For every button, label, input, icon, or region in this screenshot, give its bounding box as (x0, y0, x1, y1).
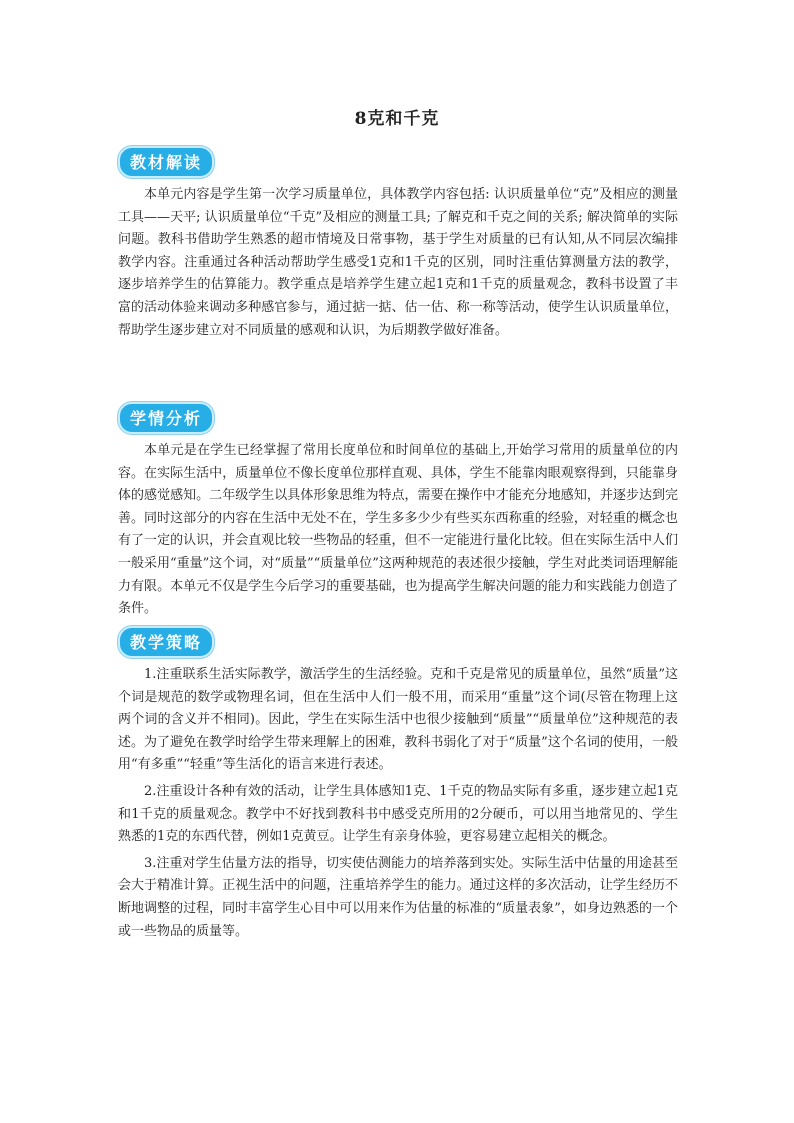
section-paragraph: 本单元是在学生已经掌握了常用长度单位和时间单位的基础上,开始学习常用的质量单位的内容。在实际生活中，质量单位不像长度单位那样直观、具体，学生不能靠肉眼观察得到，只能靠身体的感觉感知。二年级学生以具体形象思维为特点，需要在操作中才能充分地感知，并逐步达到完善。同时这部分的内容在生活中无处不在，学生多多少少有些买东西称重的经验，对轻重的概念也有了一定的认识，并会直观比较一些物品的轻重，但不一定能进行量化比较。但在实际生活中人们一般采用“重量”这个词，对“质量”“质量单位”这两种规范的表述很少接触，学生对此类词语理解能力有限。本单元不仅是学生今后学习的重要基础，也为提高学生解决问题的能力和实践能力创造了条件。 (118, 443, 678, 617)
section-paragraph: 3.注重对学生估量方法的指导，切实使估测能力的培养落到实处。实际生活中估量的用途甚至会大于精准计算。正视生活中的问题，注重培养学生的能力。通过这样的多次活动，让学生经历不断地调整的过程，同时丰富学生心目中可以用来作为估量的标准的“质量表象”，如身边熟悉的一个或一些物品的质量等。 (118, 855, 678, 939)
section-student-analysis (118, 402, 678, 621)
section-paragraph: 2.注重设计各种有效的活动，让学生具体感知1克、1千克的物品实际有多重，逐步建立起1克和1千克的质量观念。教学中不好找到教科书中感受克所用的2分硬币，可以用当地常见的、学生熟悉的1克的东西代替，例如1克黄豆。让学生有亲身体验，更容易建立起相关的概念。 (118, 783, 678, 845)
section-textbook-interpretation (118, 146, 678, 342)
section-paragraph: 1.注重联系生活实际教学，激活学生的生活经验。克和千克是常见的质量单位，虽然“质量”这个词是规范的数学或物理名词，但在生活中人们一般不用，而采用“重量”这个词(尽管在物理上这两个词的含义并不相同)。因此，学生在实际生活中也很少接触到“质量”“质量单位”这种规范的表述。为了避免在教学时给学生带来理解上的困难，教科书弱化了对于“质量”这个名词的使用，一般用“有多重”“轻重”等生活化的语言来进行表述。 (118, 667, 678, 773)
section-teaching-strategy (118, 626, 678, 943)
section-heading-badge: 教材解读 (118, 146, 214, 178)
section-heading-badge: 学情分析 (118, 402, 214, 434)
document-title: 8克和千克 (354, 109, 440, 129)
section-paragraph: 本单元内容是学生第一次学习质量单位，具体教学内容包括: 认识质量单位“克”及相应的测量工具——天平; 认识质量单位“千克”及相应的测量工具; 了解克和千克之间的关系; 解决简单的实际问题。教科书借助学生熟悉的超市情境及日常事物，基于学生对质量的已有认知,从不同层次编排教学内容。注重通过各种活动帮助学生感受1克和1千克的区别，同时注重估算测量方法的教学，逐步培养学生的估算能力。教学重点是培养学生建立起1克和1千克的质量观念，教科书设置了丰富的活动体验来调动多种感官参与，通过掂一掂、估一估、称一称等活动，使学生认识质量单位，帮助学生逐步建立对不同质量的感观和认识，为后期教学做好准备。 (118, 187, 678, 338)
section-heading-badge: 教学策略 (118, 626, 214, 658)
